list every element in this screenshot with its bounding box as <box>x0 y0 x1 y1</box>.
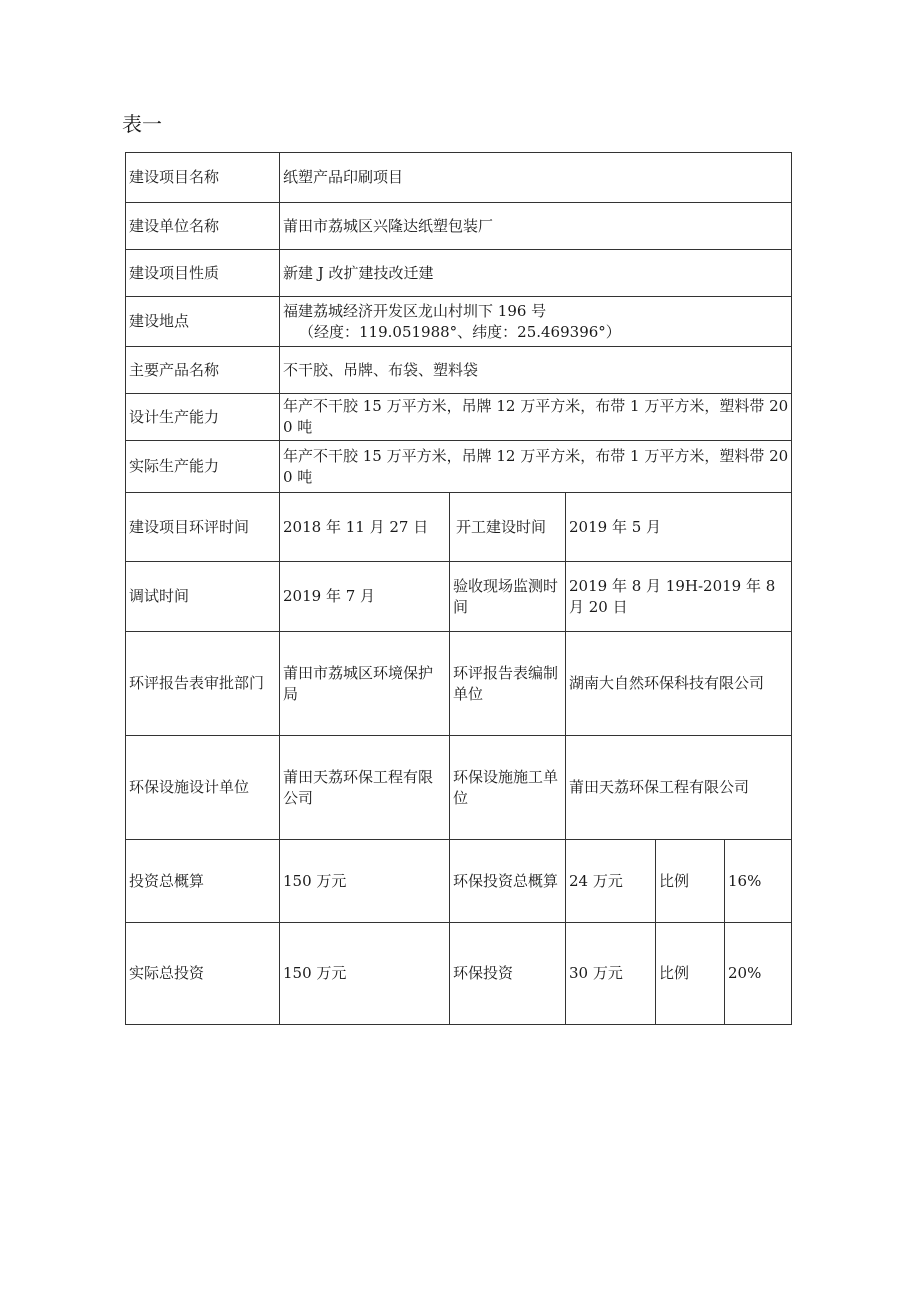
unit-name-value: 莆田市荔城区兴隆达纸塑包装厂 <box>280 203 792 250</box>
project-name-label: 建设项目名称 <box>126 153 280 203</box>
debug-time-label: 调试时间 <box>126 562 280 632</box>
table-row <box>126 923 792 1025</box>
unit-name-label: 建设单位名称 <box>126 203 280 250</box>
facility-design-value: 莆田天荔环保工程有限公司 <box>280 736 450 840</box>
table-row <box>126 493 792 562</box>
eia-time-value: 2018 年 11 月 27 日 <box>280 493 450 562</box>
table-row <box>126 153 792 203</box>
location-coords: （经度：119.051988°、纬度：25.469396°） <box>299 322 621 341</box>
actual-capacity-label: 实际生产能力 <box>126 441 280 493</box>
table-row <box>126 736 792 840</box>
budget-ratio-label: 比例 <box>656 840 725 923</box>
env-budget-label: 环保投资总概算 <box>450 840 566 923</box>
budget-value: 150 万元 <box>280 840 450 923</box>
nature-label: 建设项目性质 <box>126 250 280 297</box>
actual-invest-label: 实际总投资 <box>126 923 280 1025</box>
report-compiler-value: 湖南大自然环保科技有限公司 <box>566 632 792 736</box>
location-label: 建设地点 <box>126 297 280 347</box>
design-capacity-value: 年产不干胶 15 万平方米，吊牌 12 万平方米，布带 1 万平方米，塑料带 200 吨 <box>280 394 792 441</box>
approval-dept-value: 莆田市荔城区环境保护局 <box>280 632 450 736</box>
project-name-value: 纸塑产品印刷项目 <box>280 153 792 203</box>
table-row <box>126 297 792 347</box>
table-row <box>126 840 792 923</box>
design-capacity-label: 设计生产能力 <box>126 394 280 441</box>
construction-start-value: 2019 年 5 月 <box>566 493 792 562</box>
budget-ratio-value: 16% <box>725 840 792 923</box>
location-address: 福建荔城经济开发区龙山村圳下 196 号 <box>283 301 547 320</box>
monitoring-time-value: 2019 年 8 月 19H-2019 年 8 月 20 日 <box>566 562 792 632</box>
table-row <box>126 632 792 736</box>
actual-invest-value: 150 万元 <box>280 923 450 1025</box>
actual-capacity-value: 年产不干胶 15 万平方米，吊牌 12 万平方米，布带 1 万平方米，塑料带 200 吨 <box>280 441 792 493</box>
project-info-table <box>125 152 792 1025</box>
table-row <box>126 250 792 297</box>
debug-time-value: 2019 年 7 月 <box>280 562 450 632</box>
table-row <box>126 394 792 441</box>
table-row <box>126 441 792 493</box>
report-compiler-label: 环评报告表编制单位 <box>450 632 566 736</box>
monitoring-time-label: 验收现场监测时间 <box>450 562 566 632</box>
location-value <box>280 297 792 347</box>
products-value: 不干胶、吊牌、布袋、塑料袋 <box>280 347 792 394</box>
nature-value: 新建 J 改扩建技改迁建 <box>280 250 792 297</box>
env-budget-value: 24 万元 <box>566 840 656 923</box>
invest-ratio-label: 比例 <box>656 923 725 1025</box>
eia-time-label: 建设项目环评时间 <box>126 493 280 562</box>
env-invest-value: 30 万元 <box>566 923 656 1025</box>
table-row <box>126 203 792 250</box>
table-row <box>126 562 792 632</box>
facility-construction-value: 莆田天荔环保工程有限公司 <box>566 736 792 840</box>
construction-start-label: 开工建设时间 <box>450 493 566 562</box>
facility-construction-label: 环保设施施工单位 <box>450 736 566 840</box>
products-label: 主要产品名称 <box>126 347 280 394</box>
facility-design-label: 环保设施设计单位 <box>126 736 280 840</box>
invest-ratio-value: 20% <box>725 923 792 1025</box>
approval-dept-label: 环评报告表审批部门 <box>126 632 280 736</box>
env-invest-label: 环保投资 <box>450 923 566 1025</box>
budget-label: 投资总概算 <box>126 840 280 923</box>
table-row <box>126 347 792 394</box>
page-heading: 表一 <box>122 112 162 136</box>
